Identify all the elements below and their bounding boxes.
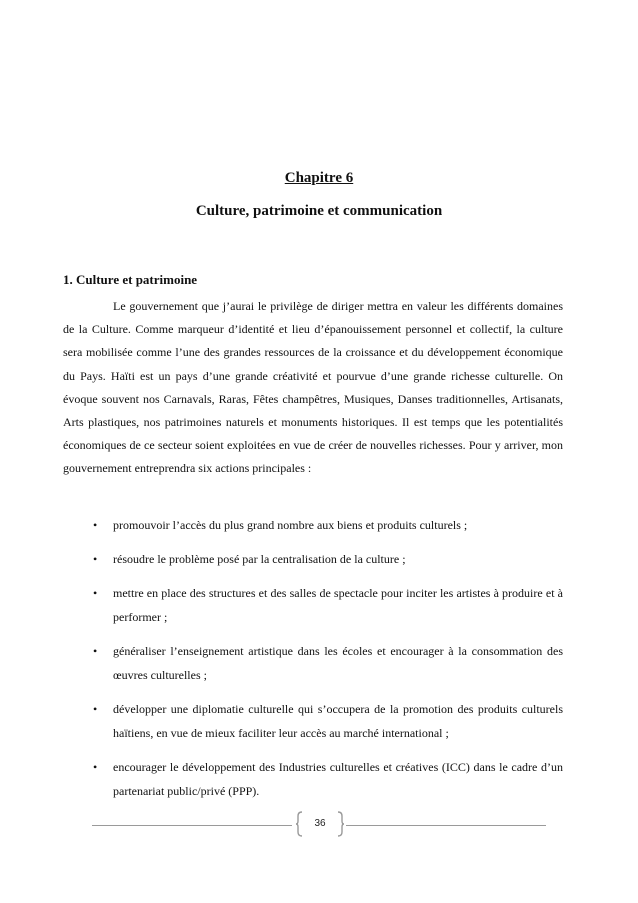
list-item bbox=[93, 697, 563, 745]
footer-rule-right bbox=[346, 825, 546, 826]
list-item-text: mettre en place des structures et des salles de spectacle pour inciter les artistes à produire et à performer ; bbox=[113, 586, 563, 624]
bullet-icon: • bbox=[93, 518, 98, 532]
chapter-title: Chapitre 6 bbox=[284, 170, 354, 186]
chapter-subtitle: Culture, patrimoine et communication bbox=[195, 203, 443, 219]
action-list bbox=[93, 513, 563, 813]
body-paragraph bbox=[63, 295, 563, 481]
list-item bbox=[93, 755, 563, 803]
bullet-icon: • bbox=[93, 702, 98, 716]
bullet-icon: • bbox=[93, 760, 98, 774]
list-item-text: résoudre le problème posé par la centralisation de la culture ; bbox=[113, 552, 406, 566]
footer-rule-left bbox=[92, 825, 292, 826]
bullet-icon: • bbox=[93, 586, 98, 600]
section-heading: 1. Culture et patrimoine bbox=[63, 272, 198, 287]
right-brace-icon bbox=[336, 811, 344, 837]
page-number: 36 bbox=[314, 818, 326, 829]
list-item bbox=[93, 513, 563, 537]
list-item-text: encourager le développement des Industries culturelles et créatives (ICC) dans le cadre d’un partenariat public/privé (PPP). bbox=[113, 760, 563, 798]
list-item-text: généraliser l’enseignement artistique dans les écoles et encourager à la consommation des œuvres culturelles ; bbox=[113, 644, 563, 682]
bullet-icon: • bbox=[93, 644, 98, 658]
list-item-text: développer une diplomatie culturelle qui s’occupera de la promotion des produits culturels haïtiens, en vue de mieux faciliter leur accès au marché international ; bbox=[113, 702, 563, 740]
bullet-icon: • bbox=[93, 552, 98, 566]
list-item-text: promouvoir l’accès du plus grand nombre aux biens et produits culturels ; bbox=[113, 518, 468, 532]
list-item bbox=[93, 639, 563, 687]
body-paragraph-text: Le gouvernement que j’aurai le privilège de diriger mettra en valeur les différents domaines de la Culture. Comme marqueur d’identité et lieu d’épanouissement personnel et collectif, la culture sera mobilisée comme l’une des grandes ressources de la croissance et du développement économique du Pays. Haïti est un pays d’une grande créativité et pourvue d’une grande richesse culturelle. On évoque souvent nos Carnavals, Raras, Fêtes champêtres, Musiques, Danses traditionnelles, Artisanats, Arts plastiques, nos patrimoines naturels et monuments historiques. Il est temps que les potentialités économiques de ce secteur soient exploitées en vue de créer de nouvelles richesses. Pour y arriver, mon gouvernement entreprendra six actions principales : bbox=[63, 299, 563, 476]
list-item bbox=[93, 547, 563, 571]
list-item bbox=[93, 581, 563, 629]
